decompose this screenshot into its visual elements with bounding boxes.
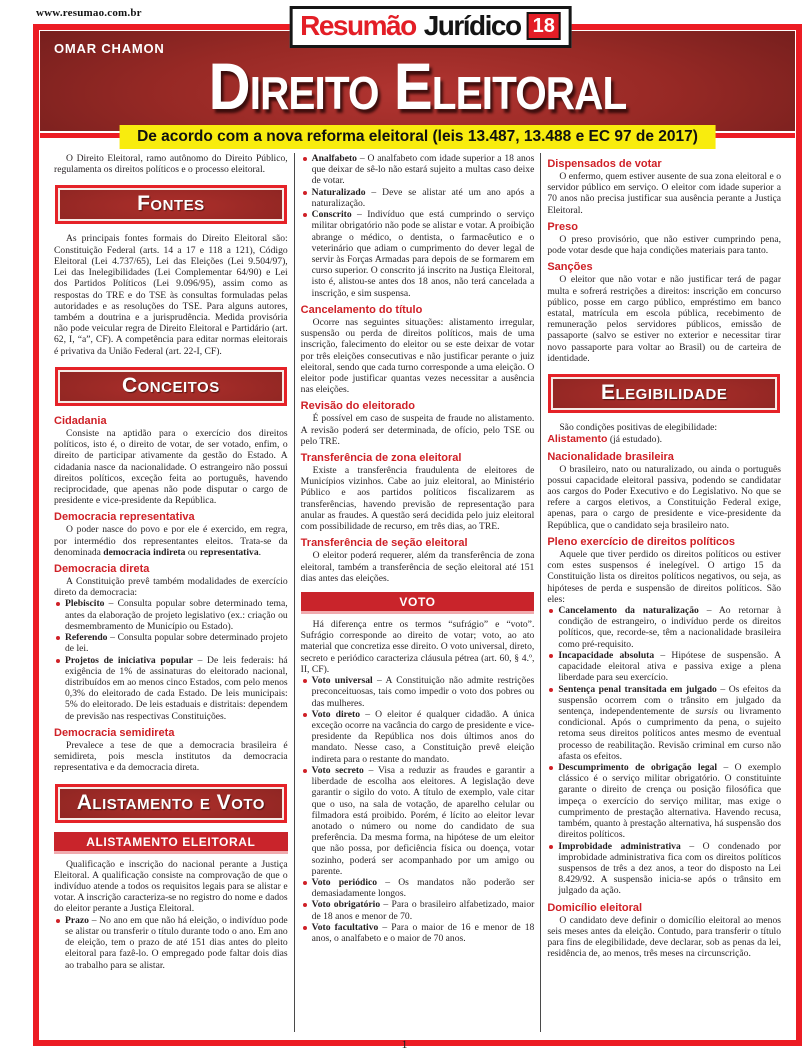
- text-run: Ocorre nas seguintes situações: alistamento irregular, suspensão ou perda de direitos políticos, mais de uma inscrição, falecimento do eleitor ou se este deixar de votar por três eleições consecutivas e não justificar perante o juiz eleitoral, sendo que cada turno corresponde a uma eleição. O eleitor pode justificar quantas vezes necessitar a ausência nas eleições.: [300, 316, 535, 396]
- text-run: Naturalizado: [311, 186, 366, 198]
- topic-heading: Pleno exercício de direitos políticos: [547, 535, 736, 548]
- paragraph: [54, 428, 288, 507]
- bullet-item: [301, 877, 535, 899]
- text-run: – Indivíduo que está cumprindo o serviço militar obrigatório não pode se alistar e votar. A proibição abrange o médico, o dentista, o farmacêutico e o veterinário que adiam o cumprimento do dever legal de servir às Forças Armadas para depois de se formarem em curso superior. O conscrito já inscrito na Justiça Eleitoral, isto é, alistou-se antes dos 18 anos, não terá cancelada a inscrição, e sim suspensa.: [311, 209, 535, 299]
- text-run: São condições positivas de elegibilidade:: [559, 422, 718, 434]
- text-run: Incapacidade absoluta: [558, 649, 655, 661]
- text-run: – O condenado por improbidade administrativa fica com os direitos políticos suspensos de três a dez anos, a teor do disposto na Lei 8.429/92. A suspensão inicia-se após o trânsito em julgado da ação.: [558, 840, 782, 897]
- topic-heading: Transferência de zona eleitoral: [300, 452, 462, 465]
- paragraph: [547, 234, 781, 256]
- bullet-item: [547, 605, 781, 650]
- text-run: .: [258, 546, 262, 558]
- text-run: – Visa a reduzir as fraudes e garantir a liberdade de escolha aos eleitores. A legislação deve garantir o sigilo do voto. A título de exemplo, vale citar que o uso, na sala de votação, de aparelho celular ou filmadora está proibido. Porém, é lícito ao eleitor levar anotado o número ou nome do candidato de sua preferência. Da mesma forma, na hipótese de um eleitor que não possa, por deficiência física ou doença, votar sozinho, poderá ser acompanhado por um amigo ou parente.: [311, 764, 535, 877]
- text-run: – Consulta popular sobre determinado tema, antes da elaboração de projeto legislativo (ex.: criação ou desmembramento de Município ou Estado).: [65, 598, 288, 632]
- text-run: – A Constituição não admite restrições preconceituosas, tais como impedir o voto dos pobres ou das mulheres.: [311, 675, 535, 709]
- issue-number-badge: 18: [527, 12, 561, 40]
- text-run: Voto direto: [311, 708, 361, 720]
- content-columns: [39, 138, 796, 1040]
- page-number: 1: [401, 1037, 408, 1051]
- bullet-item: [54, 598, 288, 632]
- text-run: sursis: [695, 705, 718, 717]
- text-run: O candidato deve definir o domicílio eleitoral ao menos seis meses antes da eleição. Contudo, para transferir o título para fins de elegibilidade, deve declarar, sob as penas da lei, residência de, ao menos, três meses na circunscrição.: [547, 914, 782, 960]
- text-run: Voto universal: [311, 675, 373, 687]
- text-run: representativa: [199, 546, 259, 558]
- text-run: O Direito Eleitoral, ramo autônomo do Direito Público, regulamenta os direitos políticos e o processo eleitoral.: [54, 153, 288, 176]
- paragraph: [547, 915, 781, 960]
- bullet-item: [301, 922, 535, 944]
- topic-heading: Transferência de seção eleitoral: [300, 537, 468, 550]
- text-run: É possível em caso de suspeita de fraude no alistamento. A revisão poderá ser determinada, de ofício, pelo TSE ou pelo TRE.: [300, 413, 535, 447]
- text-run: Referendo: [65, 632, 108, 644]
- topic-heading: Democracia representativa: [54, 511, 195, 524]
- section-header: [55, 185, 287, 224]
- text-run: O enfermo, quem estiver ausente de sua zona eleitoral e o servidor público em serviço. O eleitor com idade superior a 70 anos não precisa justificar sua ausência perante a Justiça Eleitoral.: [547, 171, 782, 216]
- text-run: Voto obrigatório: [311, 899, 381, 911]
- text-run: Consiste na aptidão para o exercício dos direitos políticos, isto é, o direito de votar, de ser votado, enfim, o direito de participar ativamente da gestão do Estado. A cidadania nasce da nacionalidade. O estrangeiro não possui direitos políticos, exceção feita ao português, havendo reciprocidade, que apenas não pode disputar o cargo de presidente e vice-presidente da República.: [54, 427, 288, 507]
- site-url: www.resumao.com.br: [36, 7, 142, 19]
- text-run: As principais fontes formais do Direito Eleitoral são: Constituição Federal (arts. 14 a 17 e 118 a 121), Código Eleitoral (Lei 4.737/65), Lei das Eleições (Lei 9.504/97), Lei das Inelegibilidades (Lei Complementar 64/90) e Lei dos Partidos Políticos (Lei 9.096/95), assim como as respostas do TRE e do TSE às consultas formuladas pelas autoridades e as resoluções do TSE. Para alguns autores, também a doutrina e a jurisprudência. Medida provisória não pode veicular regra de Direito Eleitoral e Partidário (art. 62, I, “a”, CF). A competência para editar normas eleitorais é privativa da União Federal (art. 22-I, CF).: [54, 233, 288, 357]
- text-run: Sentença penal transitada em julgado: [558, 683, 717, 695]
- text-run: Voto facultativo: [311, 921, 379, 933]
- topic-heading: Democracia direta: [54, 563, 150, 576]
- text-run: – O analfabeto com idade superior a 18 anos que deixar de sê-lo não estará sujeito a multas caso deixe de votar.: [311, 153, 535, 187]
- bullet-item: [301, 765, 535, 877]
- topic-heading: Sanções: [547, 261, 593, 274]
- paragraph: [54, 576, 288, 598]
- paragraph: [301, 619, 535, 675]
- paragraph: [547, 422, 781, 433]
- text-run: – Ao retornar à condição de estrangeiro, o indivíduo perde os direitos políticos, que, recorde-se, têm a nacionalidade brasileira como pré-requisito.: [558, 604, 782, 650]
- text-run: Conscrito: [311, 209, 352, 221]
- text-run: ou livramento condicional. Após o cumprimento da pena, o sujeito retoma seus direitos políticos antes mesmo de eventual processo de reabilitação. Revisão criminal em curso não afasta os efeitos.: [558, 705, 782, 762]
- section-header-label: Alistamento e Voto: [76, 790, 265, 814]
- page-title: Direito Eleitoral: [208, 49, 627, 123]
- text-run: Cancelamento da naturalização: [558, 604, 699, 616]
- text-run: Analfabeto: [311, 153, 357, 164]
- bullet-item: [54, 655, 288, 722]
- text-run: – Consulta popular sobre determinado projeto de lei.: [65, 632, 288, 655]
- text-run: – Hipótese de suspensão. A capacidade eleitoral ativa e passiva exige a plena liberdade para seu exercício.: [558, 649, 782, 684]
- bullet-item: [547, 684, 781, 763]
- bullet-item: [54, 915, 288, 971]
- column-2: [294, 153, 541, 1032]
- text-run: Há diferença entre os termos “sufrágio” e “voto”. Sufrágio corresponde ao direito de votar; voto, ao ato material que concretiza esse direito. O voto universal, direto, secreto e periódico caracteriza cláusula pétrea (art. 60, § 4.º, II, CF).: [300, 619, 535, 675]
- brand-word-juridico: Jurídico: [423, 10, 521, 41]
- topic-heading: Preso: [547, 220, 578, 233]
- text-run: Voto periódico: [311, 877, 378, 889]
- subsection-header: ALISTAMENTO ELEITORAL: [54, 832, 288, 854]
- text-run: – O exemplo clássico é o serviço militar obrigatório. O constituinte garante o direito de crença ou posição filosófica que impeça o exercício do serviço militar, mas exige o cumprimento de prestação alternativa. Havendo recusa, também, quanto à prestação alternativa, há suspensão dos direitos políticos.: [558, 762, 782, 841]
- paragraph: [547, 171, 781, 216]
- text-run: Improbidade administrativa: [558, 840, 681, 852]
- bullet-item: [547, 762, 781, 841]
- bullet-item: [301, 675, 535, 709]
- paragraph: [547, 464, 781, 531]
- text-run: – Para o brasileiro alfabetizado, maior de 18 anos e menor de 70.: [311, 899, 535, 922]
- reform-banner: De acordo com a nova reforma eleitoral (leis 13.487, 13.488 e EC 97 de 2017): [119, 125, 716, 149]
- section-header-label: Fontes: [137, 192, 205, 216]
- text-run: A Constituição prevê também modalidades de exercício direto da democracia:: [54, 576, 288, 599]
- text-run: Qualificação e inscrição do nacional perante a Justiça Eleitoral. A qualificação consiste na comprovação de que o indivíduo atende a todos os requisitos legais para se alistar e votar. A inscrição caracteriza-se no registro do nome e dados do eleitor perante a Justiça Eleitoral.: [54, 858, 288, 915]
- brand-logo: [289, 6, 572, 48]
- paragraph: [301, 550, 535, 584]
- text-run: Plebiscito: [65, 598, 105, 610]
- text-run: – O eleitor é qualquer cidadão. A única exceção ocorre na vacância do cargo de presidente e vice-presidente da República nos dois últimos anos do mandato. Nesse caso, a Constituição prevê eleição indireta para o restante do mandato.: [311, 708, 535, 765]
- text-run: ou: [185, 546, 200, 558]
- text-run: – De leis federais: há exigência de 1% de assinaturas do eleitorado nacional, distribuídos em ao menos cinco Estados, com pelo menos 0,3% do eleitorado de cada Estado. De leis municipais: 5% do eleitorado. De leis estaduais e distritais: dependem de previsão nas respectivas Constituições.: [65, 654, 288, 722]
- text-run: O eleitor poderá requerer, além da transferência de zona eleitoral, também a transferência de seção eleitoral até 151 dias antes das eleições.: [300, 550, 535, 584]
- author-name: OMAR CHAMON: [54, 41, 165, 56]
- text-run: – No ano em que não há eleição, o indivíduo pode se alistar ou transferir o título durante todo o ano. Em ano de eleição, tem o prazo de até 151 dias antes do pleito eleitoral para fazê-lo. O empregado pode faltar dois dias ao trabalho para se alistar.: [65, 914, 288, 971]
- text-run: (já estudado).: [607, 434, 663, 446]
- text-run: – Os mandatos não poderão ser demasiadamente longos.: [311, 877, 535, 900]
- text-run: Projetos de iniciativa popular: [65, 654, 193, 666]
- bullet-item: [547, 841, 781, 897]
- topic-heading: Dispensados de votar: [547, 158, 662, 170]
- paragraph: [54, 859, 288, 915]
- paragraph: [547, 549, 781, 605]
- bullet-item: [301, 187, 535, 209]
- topic-heading: Cidadania: [54, 414, 107, 427]
- inline-heading: Alistamento: [547, 433, 608, 446]
- paragraph: [547, 274, 781, 364]
- text-run: O poder nasce do povo e por ele é exercido, em regra, por intermédio dos representantes eleitos. Trata-se da denominada: [54, 524, 288, 558]
- paragraph: [54, 233, 288, 356]
- column-1: [48, 153, 294, 1032]
- paragraph: [547, 433, 781, 445]
- paragraph: [54, 740, 288, 774]
- topic-heading: Nacionalidade brasileira: [547, 450, 674, 463]
- subsection-header: VOTO: [301, 592, 535, 614]
- bullet-item: [301, 709, 535, 765]
- bullet-item: [547, 650, 781, 684]
- paragraph: [301, 465, 535, 532]
- topic-heading: Domicílio eleitoral: [547, 901, 643, 914]
- text-run: Prazo: [65, 914, 89, 926]
- text-run: O brasileiro, nato ou naturalizado, ou ainda o português possui capacidade eleitoral passiva, podendo se candidatar aos cargos do Poder Executivo e do Legislativo. No que se refere a cargos eletivos, a Constituição Federal exige, apenas, para o cargo de presidente e vice-presidente da República, que o candidato seja brasileiro nato.: [547, 463, 782, 531]
- content-frame: [33, 24, 802, 1046]
- text-run: – Os efeitos da suspensão ocorrem com o trânsito em julgado da sentença, independentemente de: [558, 683, 782, 717]
- bullet-item: [54, 632, 288, 654]
- section-header: [55, 784, 287, 823]
- brand-word-resumao: Resumão: [300, 10, 416, 41]
- topic-heading: Democracia semidireta: [54, 726, 175, 739]
- topic-heading: Revisão do eleitorado: [300, 400, 415, 413]
- text-run: Voto secreto: [311, 764, 364, 776]
- text-run: Existe a transferência fraudulenta de eleitores de Municípios vizinhos. Cabe ao juiz eleitoral, ao Ministério Público e aos partidos políticos fiscalizarem as transferências, havendo previsão de representação para anular as fraudes. A questão será decidida pelo juiz eleitoral com possibilidade de recurso, em três dias, ao TRE.: [300, 465, 535, 533]
- text-run: Descumprimento de obrigação legal: [558, 762, 718, 774]
- topic-heading: Cancelamento do título: [300, 303, 423, 316]
- text-run: democracia indireta: [103, 546, 186, 558]
- section-header: [548, 374, 780, 413]
- text-run: – Deve se alistar até um ano após a naturalização.: [311, 186, 535, 209]
- text-run: – Para o maior de 16 e menor de 18 anos, o analfabeto e o maior de 70 anos.: [311, 921, 535, 945]
- column-3: [540, 153, 787, 1032]
- text-run: Prevalece a tese de que a democracia brasileira é semidireta, pois mescla institutos da democracia representativa e da democracia direta.: [54, 739, 288, 774]
- bullet-item: [301, 153, 535, 187]
- text-run: Aquele que tiver perdido os direitos políticos ou estiver com estes suspensos é inelegível. O artigo 15 da Constituição lista os direitos políticos negativos, ou seja, as hipóteses de perda e suspensão de direitos políticos. São eles:: [547, 548, 782, 605]
- text-run: O eleitor que não votar e não justificar terá de pagar multa e sofrerá restrições a direitos: inscrição em concurso público, posse em cargo público, empréstimo em banco estatal, matrícula em escola pública, recebimento de remuneração pelos servidores públicos, emissão de passaporte (salvo se estiver no exterior e necessitar tirar novo passaporte para voltar ao Brasil) ou de carteira de identidade.: [547, 274, 782, 364]
- section-header-label: Conceitos: [121, 373, 220, 397]
- bullet-item: [301, 209, 535, 299]
- bullet-item: [301, 899, 535, 921]
- section-header: [55, 367, 287, 406]
- text-run: O preso provisório, que não estiver cumprindo pena, pode votar desde que haja condições materiais para tanto.: [547, 233, 782, 257]
- paragraph: [54, 524, 288, 558]
- paragraph: [301, 317, 535, 396]
- paragraph: [301, 413, 535, 447]
- paragraph: [54, 153, 288, 175]
- section-header-label: Elegibilidade: [601, 381, 728, 405]
